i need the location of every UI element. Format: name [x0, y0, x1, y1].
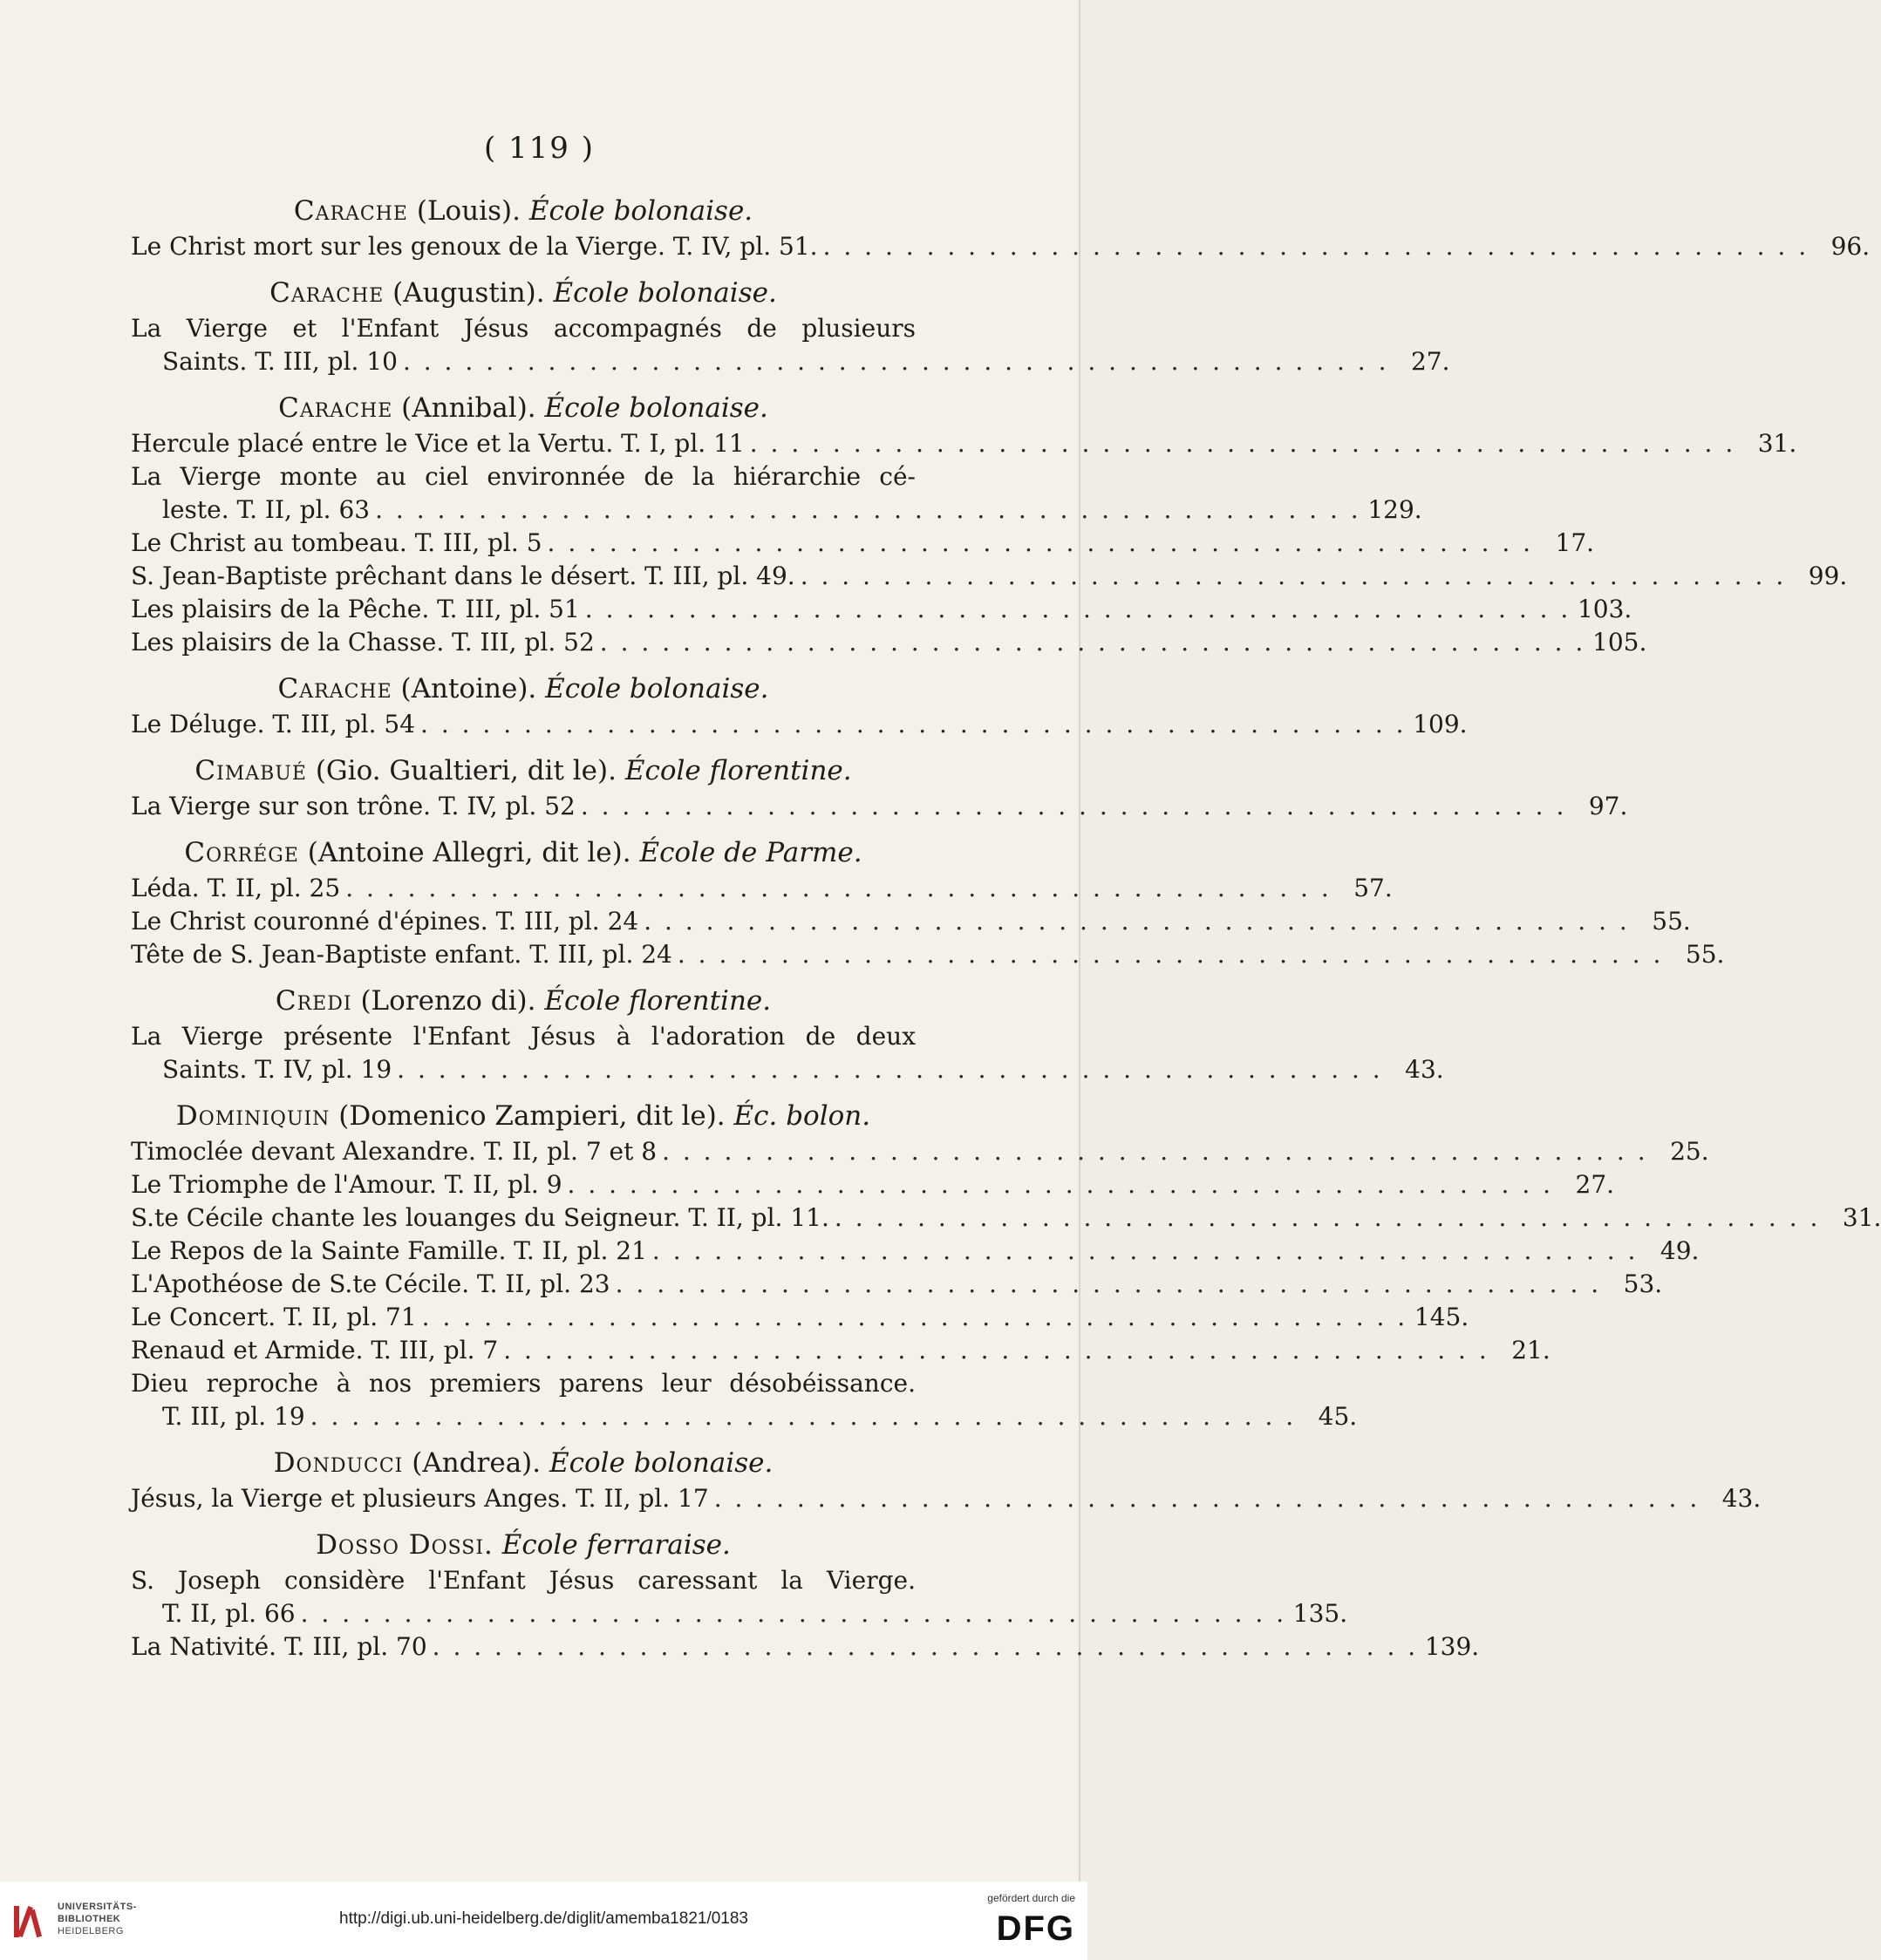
index-entry	[131, 312, 1450, 378]
dot-leader: . . . . . . . . . . . . . . . . . . . . . . . . . . . . . . . . . . . . . . . . . . . . . . . .	[713, 1484, 1700, 1513]
dfg-logo: DFG	[996, 1909, 1075, 1948]
index-entry	[131, 1482, 1762, 1515]
artist-qualifier: (Andrea).	[412, 1447, 542, 1479]
entry-line: La Vierge monte au ciel environnée de la hiérarchie cé-	[131, 462, 916, 491]
entry-line: Les plaisirs de la Chasse. T. III, pl. 52	[131, 628, 595, 657]
page-ref: 97.	[1588, 792, 1628, 820]
section-heading	[131, 1526, 916, 1564]
artist-name: Carache	[278, 392, 393, 424]
entry-line: Saints. T. III, pl. 10	[162, 347, 398, 376]
index-content	[131, 181, 1881, 1664]
page-ref: 43.	[1405, 1055, 1444, 1084]
artist-name: Donducci	[273, 1447, 404, 1479]
dot-leader: . . . . . . . . . . . . . . . . . . . . . . . . . . . . . . . . . . . . . . . . . . . . . . . .	[567, 1170, 1554, 1199]
dot-leader: . . . . . . . . . . . . . . . . . . . . . . . . . . . . . . . . . . . . . . . . . . . . . . . .	[599, 628, 1586, 657]
page-ref: 45.	[1318, 1402, 1358, 1431]
index-entry	[131, 1564, 1348, 1630]
section-heading	[131, 752, 916, 790]
page-ref: 53.	[1623, 1269, 1663, 1298]
page-ref: 139.	[1424, 1632, 1480, 1661]
index-entry	[131, 427, 1797, 460]
index-entry	[131, 1268, 1663, 1301]
section-heading	[131, 389, 916, 427]
entry-line: La Vierge présente l'Enfant Jésus à l'adoration de deux	[131, 1022, 916, 1051]
page-ref: 27.	[1410, 347, 1450, 376]
page-ref: 27.	[1575, 1170, 1615, 1199]
page-ref: 31.	[1757, 429, 1797, 458]
artist-name: Carache	[269, 277, 385, 309]
page-ref: 103.	[1577, 595, 1632, 623]
dot-leader: . . . . . . . . . . . . . . . . . . . . . . . . . . . . . . . . . . . . . . . . . . . . . . . .	[375, 495, 1361, 524]
dot-leader: . . . . . . . . . . . . . . . . . . . . . . . . . . . . . . . . . . . . . . . . . . . . . . . .	[800, 561, 1787, 590]
entry-line: Le Christ au tombeau. T. III, pl. 5	[131, 528, 542, 557]
dot-leader: . . . . . . . . . . . . . . . . . . . . . . . . . . . . . . . . . . . . . . . . . . . . . . . .	[503, 1336, 1489, 1365]
entry-line: S.te Cécile chante les louanges du Seigneur. T. II, pl. 11.	[131, 1203, 829, 1232]
index-entry	[131, 938, 1725, 971]
section-heading	[131, 274, 916, 312]
index-entry	[131, 872, 1393, 905]
dot-leader: . . . . . . . . . . . . . . . . . . . . . . . . . . . . . . . . . . . . . . . . . . . . . . . .	[310, 1402, 1297, 1431]
school-name: École florentine.	[544, 985, 772, 1017]
entry-line: Saints. T. IV, pl. 19	[162, 1055, 392, 1084]
dot-leader: . . . . . . . . . . . . . . . . . . . . . . . . . . . . . . . . . . . . . . . . . . . . . . . .	[432, 1632, 1419, 1661]
entry-line: Le Repos de la Sainte Famille. T. II, pl. 21	[131, 1236, 647, 1265]
entry-line: Le Concert. T. II, pl. 71	[131, 1303, 417, 1331]
viewer-footer	[0, 1882, 1087, 1960]
artist-qualifier: (Lorenzo di).	[360, 985, 536, 1017]
entry-line: Renaud et Armide. T. III, pl. 7	[131, 1336, 499, 1365]
artist-qualifier: (Annibal).	[401, 392, 536, 424]
index-entry	[131, 1201, 1881, 1235]
entry-line: T. III, pl. 19	[162, 1402, 305, 1431]
entry-line: S. Jean-Baptiste prêchant dans le désert. T. III, pl. 49.	[131, 561, 795, 590]
artist-name: Credi	[275, 985, 352, 1017]
index-entry	[131, 1235, 1700, 1268]
entry-line: La Vierge et l'Enfant Jésus accompagnés de plusieurs	[131, 314, 916, 343]
artist-qualifier: (Antoine).	[400, 673, 537, 704]
school-name: École bolonaise.	[549, 1447, 774, 1479]
dot-leader: . . . . . . . . . . . . . . . . . . . . . . . . . . . . . . . . . . . . . . . . . . . . . . . .	[749, 429, 1736, 458]
school-name: Éc. bolon.	[733, 1100, 871, 1132]
artist-qualifier: (Gio. Gualtieri, dit le).	[315, 755, 617, 786]
index-entry	[131, 1020, 1444, 1086]
entry-line: Léda. T. II, pl. 25	[131, 874, 341, 902]
source-url[interactable]: http://digi.ub.uni-heidelberg.de/diglit/amemba1821/0183	[339, 1909, 748, 1928]
page-ref: 49.	[1660, 1236, 1700, 1265]
artist-name: Dominiquin	[175, 1100, 331, 1132]
page-ref: 21.	[1511, 1336, 1550, 1365]
dot-leader: . . . . . . . . . . . . . . . . . . . . . . . . . . . . . . . . . . . . . . . . . . . . . . . .	[662, 1137, 1648, 1166]
page-ref: 109.	[1413, 710, 1468, 738]
artist-qualifier: (Augustin).	[392, 277, 545, 309]
artist-qualifier: (Antoine Allegri, dit le).	[307, 837, 631, 868]
index-entry	[131, 905, 1691, 938]
school-name: École bolonaise.	[544, 392, 768, 424]
artist-qualifier: (Domenico Zampieri, dit le).	[338, 1100, 726, 1132]
index-entry	[131, 626, 1647, 659]
index-entry	[131, 460, 1422, 527]
page-ref: 135.	[1292, 1599, 1348, 1628]
section-heading	[131, 982, 916, 1020]
index-entry	[131, 560, 1848, 593]
dot-leader: . . . . . . . . . . . . . . . . . . . . . . . . . . . . . . . . . . . . . . . . . . . . . . . .	[822, 232, 1809, 261]
page-ref: 31.	[1842, 1203, 1881, 1232]
page-ref: 145.	[1414, 1303, 1469, 1331]
dot-leader: . . . . . . . . . . . . . . . . . . . . . . . . . . . . . . . . . . . . . . . . . . . . . . . .	[834, 1203, 1821, 1232]
section-heading	[131, 1444, 916, 1482]
section-heading	[131, 1097, 916, 1135]
dot-leader: . . . . . . . . . . . . . . . . . . . . . . . . . . . . . . . . . . . . . . . . . . . . . . . .	[547, 528, 1534, 557]
index-entry	[131, 230, 1871, 263]
index-entry	[131, 1334, 1550, 1367]
entry-line: leste. T. II, pl. 63	[162, 495, 371, 524]
page-ref: 57.	[1353, 874, 1393, 902]
school-name: École ferraraise.	[501, 1529, 731, 1561]
artist-name: Carache	[293, 195, 408, 227]
entry-line: La Nativité. T. III, pl. 70	[131, 1632, 427, 1661]
page-ref: 17.	[1555, 528, 1595, 557]
dot-leader: . . . . . . . . . . . . . . . . . . . . . . . . . . . . . . . . . . . . . . . . . . . . . . . .	[402, 347, 1389, 376]
page-ref: 105.	[1592, 628, 1647, 657]
page-ref: 55.	[1685, 940, 1725, 969]
school-name: École florentine.	[624, 755, 852, 786]
entry-line: Le Christ mort sur les genoux de la Vierge. T. IV, pl. 51.	[131, 232, 818, 261]
dot-leader: . . . . . . . . . . . . . . . . . . . . . . . . . . . . . . . . . . . . . . . . . . . . . . . .	[345, 874, 1332, 902]
library-name: UNIVERSITÄTS- BIBLIOTHEK HEIDELBERG	[58, 1902, 137, 1936]
index-entry	[131, 790, 1628, 823]
page-ref: 55.	[1652, 907, 1691, 936]
section-heading	[131, 192, 916, 230]
dot-leader: . . . . . . . . . . . . . . . . . . . . . . . . . . . . . . . . . . . . . . . . . . . . . . . .	[421, 1303, 1408, 1331]
artist-name: Carache	[277, 673, 392, 704]
index-entry	[131, 593, 1632, 626]
entry-line: Jésus, la Vierge et plusieurs Anges. T. II, pl. 17	[131, 1484, 709, 1513]
dot-leader: . . . . . . . . . . . . . . . . . . . . . . . . . . . . . . . . . . . . . . . . . . . . . . . .	[615, 1269, 1602, 1298]
index-entry	[131, 527, 1595, 560]
entry-line: S. Joseph considère l'Enfant Jésus caressant la Vierge.	[131, 1566, 916, 1595]
school-name: École bolonaise.	[545, 673, 769, 704]
artist-name: Corrége	[184, 837, 299, 868]
section-heading	[131, 834, 916, 872]
page-ref: 129.	[1367, 495, 1422, 524]
artist-name: Dosso Dossi.	[316, 1529, 494, 1561]
entry-line: Hercule placé entre le Vice et la Vertu. T. I, pl. 11	[131, 429, 745, 458]
entry-line: Les plaisirs de la Pêche. T. III, pl. 51	[131, 595, 580, 623]
dot-leader: . . . . . . . . . . . . . . . . . . . . . . . . . . . . . . . . . . . . . . . . . . . . . . . .	[651, 1236, 1639, 1265]
index-entry	[131, 1168, 1615, 1201]
section-heading	[131, 670, 916, 708]
entry-line: L'Apothéose de S.te Cécile. T. II, pl. 23	[131, 1269, 610, 1298]
index-entry	[131, 1630, 1480, 1664]
school-name: École bolonaise.	[528, 195, 753, 227]
entry-line: Dieu reproche à nos premiers parens leur désobéissance.	[131, 1369, 916, 1398]
entry-line: Le Déluge. T. III, pl. 54	[131, 710, 416, 738]
artist-qualifier: (Louis).	[416, 195, 521, 227]
dot-leader: . . . . . . . . . . . . . . . . . . . . . . . . . . . . . . . . . . . . . . . . . . . . . . . .	[644, 907, 1630, 936]
page-ref: 96.	[1830, 232, 1871, 261]
funded-label: gefördert durch die	[987, 1892, 1075, 1904]
entry-line: Tête de S. Jean-Baptiste enfant. T. III, pl. 24	[131, 940, 672, 969]
dot-leader: . . . . . . . . . . . . . . . . . . . . . . . . . . . . . . . . . . . . . . . . . . . . . . . .	[397, 1055, 1383, 1084]
page-ref: 25.	[1670, 1137, 1709, 1166]
dot-leader: . . . . . . . . . . . . . . . . . . . . . . . . . . . . . . . . . . . . . . . . . . . . . . . .	[677, 940, 1664, 969]
entry-line: Timoclée devant Alexandre. T. II, pl. 7 et 8	[131, 1137, 658, 1166]
dot-leader: . . . . . . . . . . . . . . . . . . . . . . . . . . . . . . . . . . . . . . . . . . . . . . . .	[584, 595, 1571, 623]
index-entry	[131, 1367, 1358, 1433]
artist-name: Cimabué	[194, 755, 307, 786]
entry-line: Le Triomphe de l'Amour. T. II, pl. 9	[131, 1170, 562, 1199]
dot-leader: . . . . . . . . . . . . . . . . . . . . . . . . . . . . . . . . . . . . . . . . . . . . . . . .	[300, 1599, 1287, 1628]
school-name: École bolonaise.	[553, 277, 777, 309]
school-name: École de Parme.	[639, 837, 862, 868]
page-ref: 43.	[1721, 1484, 1762, 1513]
entry-line: T. II, pl. 66	[162, 1599, 296, 1628]
index-entry	[131, 708, 1468, 741]
entry-line: La Vierge sur son trône. T. IV, pl. 52	[131, 792, 576, 820]
entry-line: Le Christ couronné d'épines. T. III, pl. 24	[131, 907, 639, 936]
index-entry	[131, 1135, 1709, 1168]
page-ref: 99.	[1808, 561, 1848, 590]
page-number: ( 119 )	[483, 131, 596, 166]
dot-leader: . . . . . . . . . . . . . . . . . . . . . . . . . . . . . . . . . . . . . . . . . . . . . . . .	[420, 710, 1407, 738]
dot-leader: . . . . . . . . . . . . . . . . . . . . . . . . . . . . . . . . . . . . . . . . . . . . . . . .	[580, 792, 1567, 820]
index-entry	[131, 1301, 1469, 1334]
